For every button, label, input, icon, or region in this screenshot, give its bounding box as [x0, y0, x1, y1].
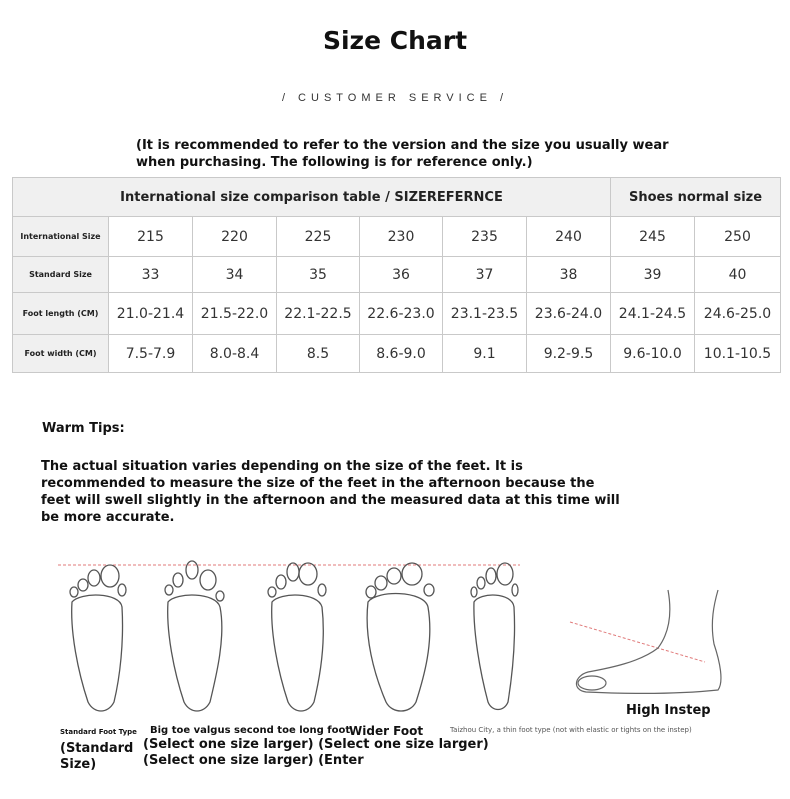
table-cell: 225 — [277, 217, 360, 257]
table-cell: 40 — [695, 257, 781, 293]
table-cell: 33 — [109, 257, 193, 293]
table-cell: 8.6-9.0 — [360, 335, 443, 373]
table-header-row — [13, 178, 781, 217]
table-cell: 9.2-9.5 — [527, 335, 611, 373]
caption-thin-foot: Taizhou City, a thin foot type (not with elastic or tights on the instep) — [450, 726, 692, 734]
table-cell: 23.1-23.5 — [443, 293, 527, 335]
caption-wider-foot: Wider Foot — [349, 724, 424, 738]
row-label: Foot width (CM) — [13, 335, 109, 373]
table-cell: 230 — [360, 217, 443, 257]
table-cell: 39 — [611, 257, 695, 293]
table-cell: 8.0-8.4 — [193, 335, 277, 373]
table-row — [13, 335, 781, 373]
table-cell: 24.6-25.0 — [695, 293, 781, 335]
foot-second-toe-long-icon — [268, 563, 326, 711]
table-cell: 21.5-22.0 — [193, 293, 277, 335]
table-cell: 9.6-10.0 — [611, 335, 695, 373]
foot-thin-icon — [471, 563, 518, 710]
foot-type-illustrations — [50, 552, 780, 722]
table-cell: 250 — [695, 217, 781, 257]
row-label: Foot length (CM) — [13, 293, 109, 335]
table-cell: 23.6-24.0 — [527, 293, 611, 335]
table-cell: 38 — [527, 257, 611, 293]
warm-tips-title: Warm Tips: — [42, 421, 125, 436]
row-label: Standard Size — [13, 257, 109, 293]
page-subtitle: / CUSTOMER SERVICE / — [281, 92, 509, 104]
foot-big-toe-valgus-icon — [165, 561, 224, 711]
reference-note: (It is recommended to refer to the version and the size you usually wear when purchasing. The following is for reference only.) — [136, 138, 669, 170]
caption-high-instep: High Instep — [626, 703, 711, 718]
caption-select-larger: (Select one size larger) (Select one size larger) (Select one size larger) (Enter — [143, 737, 489, 768]
table-cell: 35 — [277, 257, 360, 293]
foot-standard-icon — [70, 565, 126, 711]
row-label: International Size — [13, 217, 109, 257]
caption-standard-size: (Standard Size) — [60, 741, 134, 772]
warm-tips-body: The actual situation varies depending on the size of the feet. It is recommended to measure the size of the feet in the afternoon because the feet will swell slightly in the afternoon and the measured data at this time will be more accurate. — [41, 459, 620, 525]
foot-high-instep-icon — [570, 590, 721, 693]
table-cell: 235 — [443, 217, 527, 257]
caption-big-toe-second-toe: Big toe valgus second toe long foot — [150, 725, 351, 736]
size-table — [12, 177, 781, 373]
table-cell: 215 — [109, 217, 193, 257]
table-cell: 21.0-21.4 — [109, 293, 193, 335]
table-cell: 10.1-10.5 — [695, 335, 781, 373]
table-cell: 240 — [527, 217, 611, 257]
table-row — [13, 293, 781, 335]
caption-standard-foot-type: Standard Foot Type — [60, 728, 137, 736]
foot-wider-icon — [366, 563, 434, 711]
table-cell: 22.1-22.5 — [277, 293, 360, 335]
table-cell: 8.5 — [277, 335, 360, 373]
table-cell: 36 — [360, 257, 443, 293]
table-cell: 220 — [193, 217, 277, 257]
table-side-caption: Shoes normal size — [611, 178, 781, 217]
table-cell: 24.1-24.5 — [611, 293, 695, 335]
table-cell: 9.1 — [443, 335, 527, 373]
table-cell: 245 — [611, 217, 695, 257]
table-row — [13, 217, 781, 257]
table-cell: 7.5-7.9 — [109, 335, 193, 373]
page-title: Size Chart — [322, 26, 468, 55]
table-caption: International size comparison table / SIZEREFERNCE — [13, 178, 611, 217]
table-row — [13, 257, 781, 293]
table-cell: 37 — [443, 257, 527, 293]
table-cell: 34 — [193, 257, 277, 293]
table-cell: 22.6-23.0 — [360, 293, 443, 335]
